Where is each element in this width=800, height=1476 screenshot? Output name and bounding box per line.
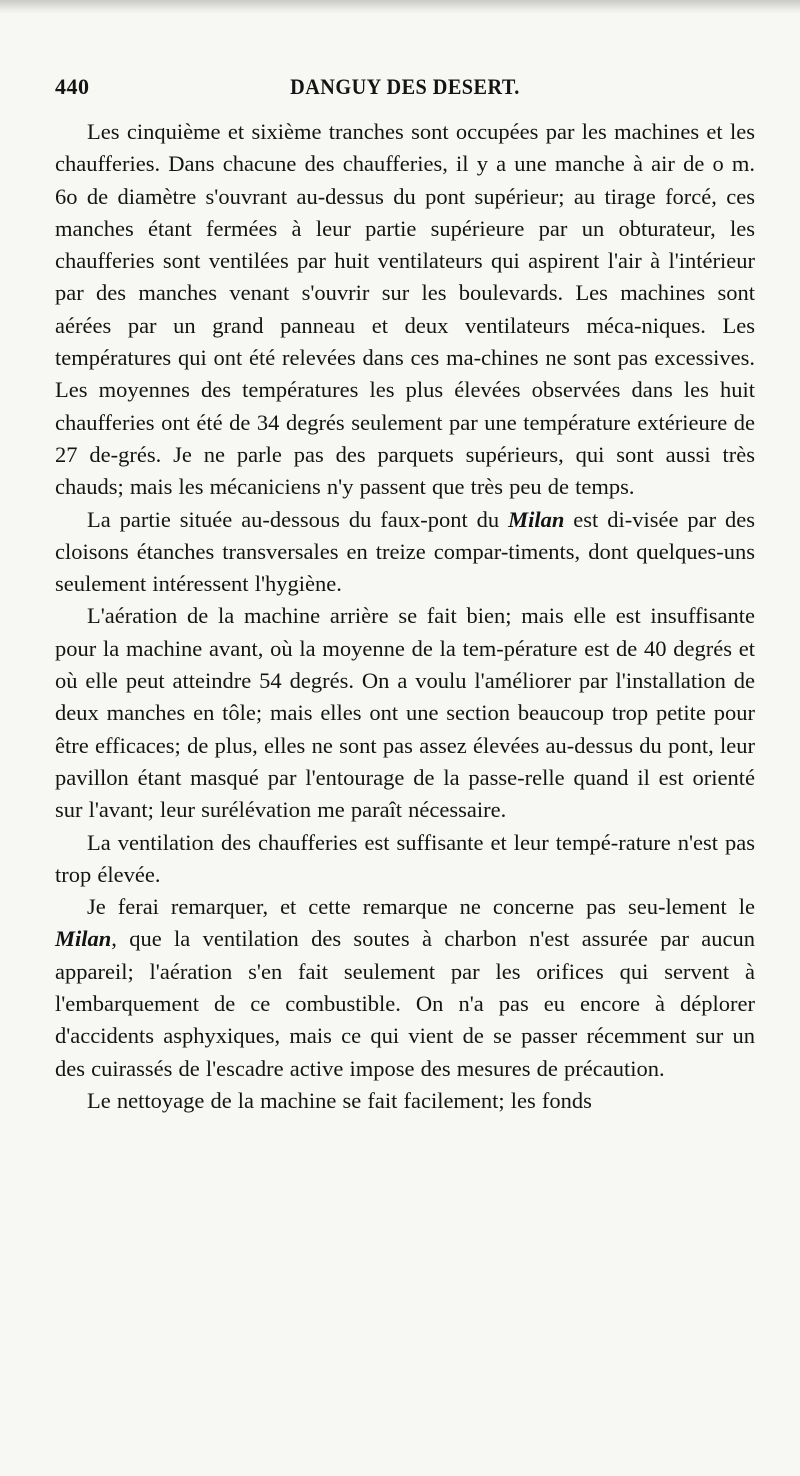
body-text: [55, 116, 755, 1117]
paragraph-2-end: est di-visée par des cloisons étanches transversales en treize compar-timents, dont quelques-uns seulement intéressent l'hygiène.: [55, 506, 755, 597]
page-number: 440: [55, 74, 90, 99]
running-title: DANGUY DES DESERT.: [290, 74, 520, 99]
paragraph-2: [55, 504, 755, 601]
scan-edge-shadow: [0, 0, 800, 14]
paragraph-2-start: La partie située au-dessous du faux-pont du: [87, 506, 509, 532]
paragraph-5-end: , que la ventilation des soutes à charbon n'est assurée par aucun appareil; l'aération s'en fait seulement par les orifices qui servent à l'embarquement de ce combustible. On n'a pas eu encore à déplorer d'accidents asphyxiques, mais ce qui vient de se passer récemment sur un des cuirassés de l'escadre active impose des mesures de précaution.: [55, 926, 755, 1081]
paragraph-5: [55, 891, 755, 1085]
paragraph-6: Le nettoyage de la machine se fait facilement; les fonds: [87, 1087, 592, 1113]
ship-name-milan: Milan: [508, 506, 565, 532]
paragraph-1: Les cinquième et sixième tranches sont occupées par les machines et les chaufferies. Dans chacune des chaufferies, il y a une manche à air de o m. 6o de diamètre s'ouvrant au-dessus du pont supérieur; au tirage forcé, ces manches étant fermées à leur partie supérieure par un obturateur, les chaufferies sont ventilées par huit ventilateurs qui aspirent l'air à l'intérieur par des manches venant s'ouvrir sur les boulevards. Les machines sont aérées par un grand panneau et deux ventilateurs méca-niques. Les températures qui ont été relevées dans ces ma-chines ne sont pas excessives. Les moyennes des températures les plus élevées observées dans les huit chaufferies ont été de 34 degrés seulement par une température extérieure de 27 de-grés. Je ne parle pas des parquets supérieurs, qui sont aussi très chauds; mais les mécaniciens n'y passent que très peu de temps.: [55, 119, 755, 500]
paragraph-3: L'aération de la machine arrière se fait bien; mais elle est insuffisante pour la machine avant, où la moyenne de la tem-pérature est de 40 degrés et où elle peut atteindre 54 degrés. On a voulu l'améliorer par l'installation de deux manches en tôle; mais elles ont une section beaucoup trop petite pour être efficaces; de plus, elles ne sont pas assez élevées au-dessus du pont, leur pavillon étant masqué par l'entourage de la passe-relle quand il est orienté sur l'avant; leur surélévation me paraît nécessaire.: [55, 603, 755, 823]
paragraph-4: La ventilation des chaufferies est suffisante et leur tempé-rature n'est pas trop élevée.: [55, 829, 755, 887]
ship-name-milan: Milan: [55, 926, 112, 952]
paragraph-5-start: Je ferai remarquer, et cette remarque ne concerne pas seu-lement le: [87, 894, 755, 920]
running-head: [55, 74, 755, 106]
